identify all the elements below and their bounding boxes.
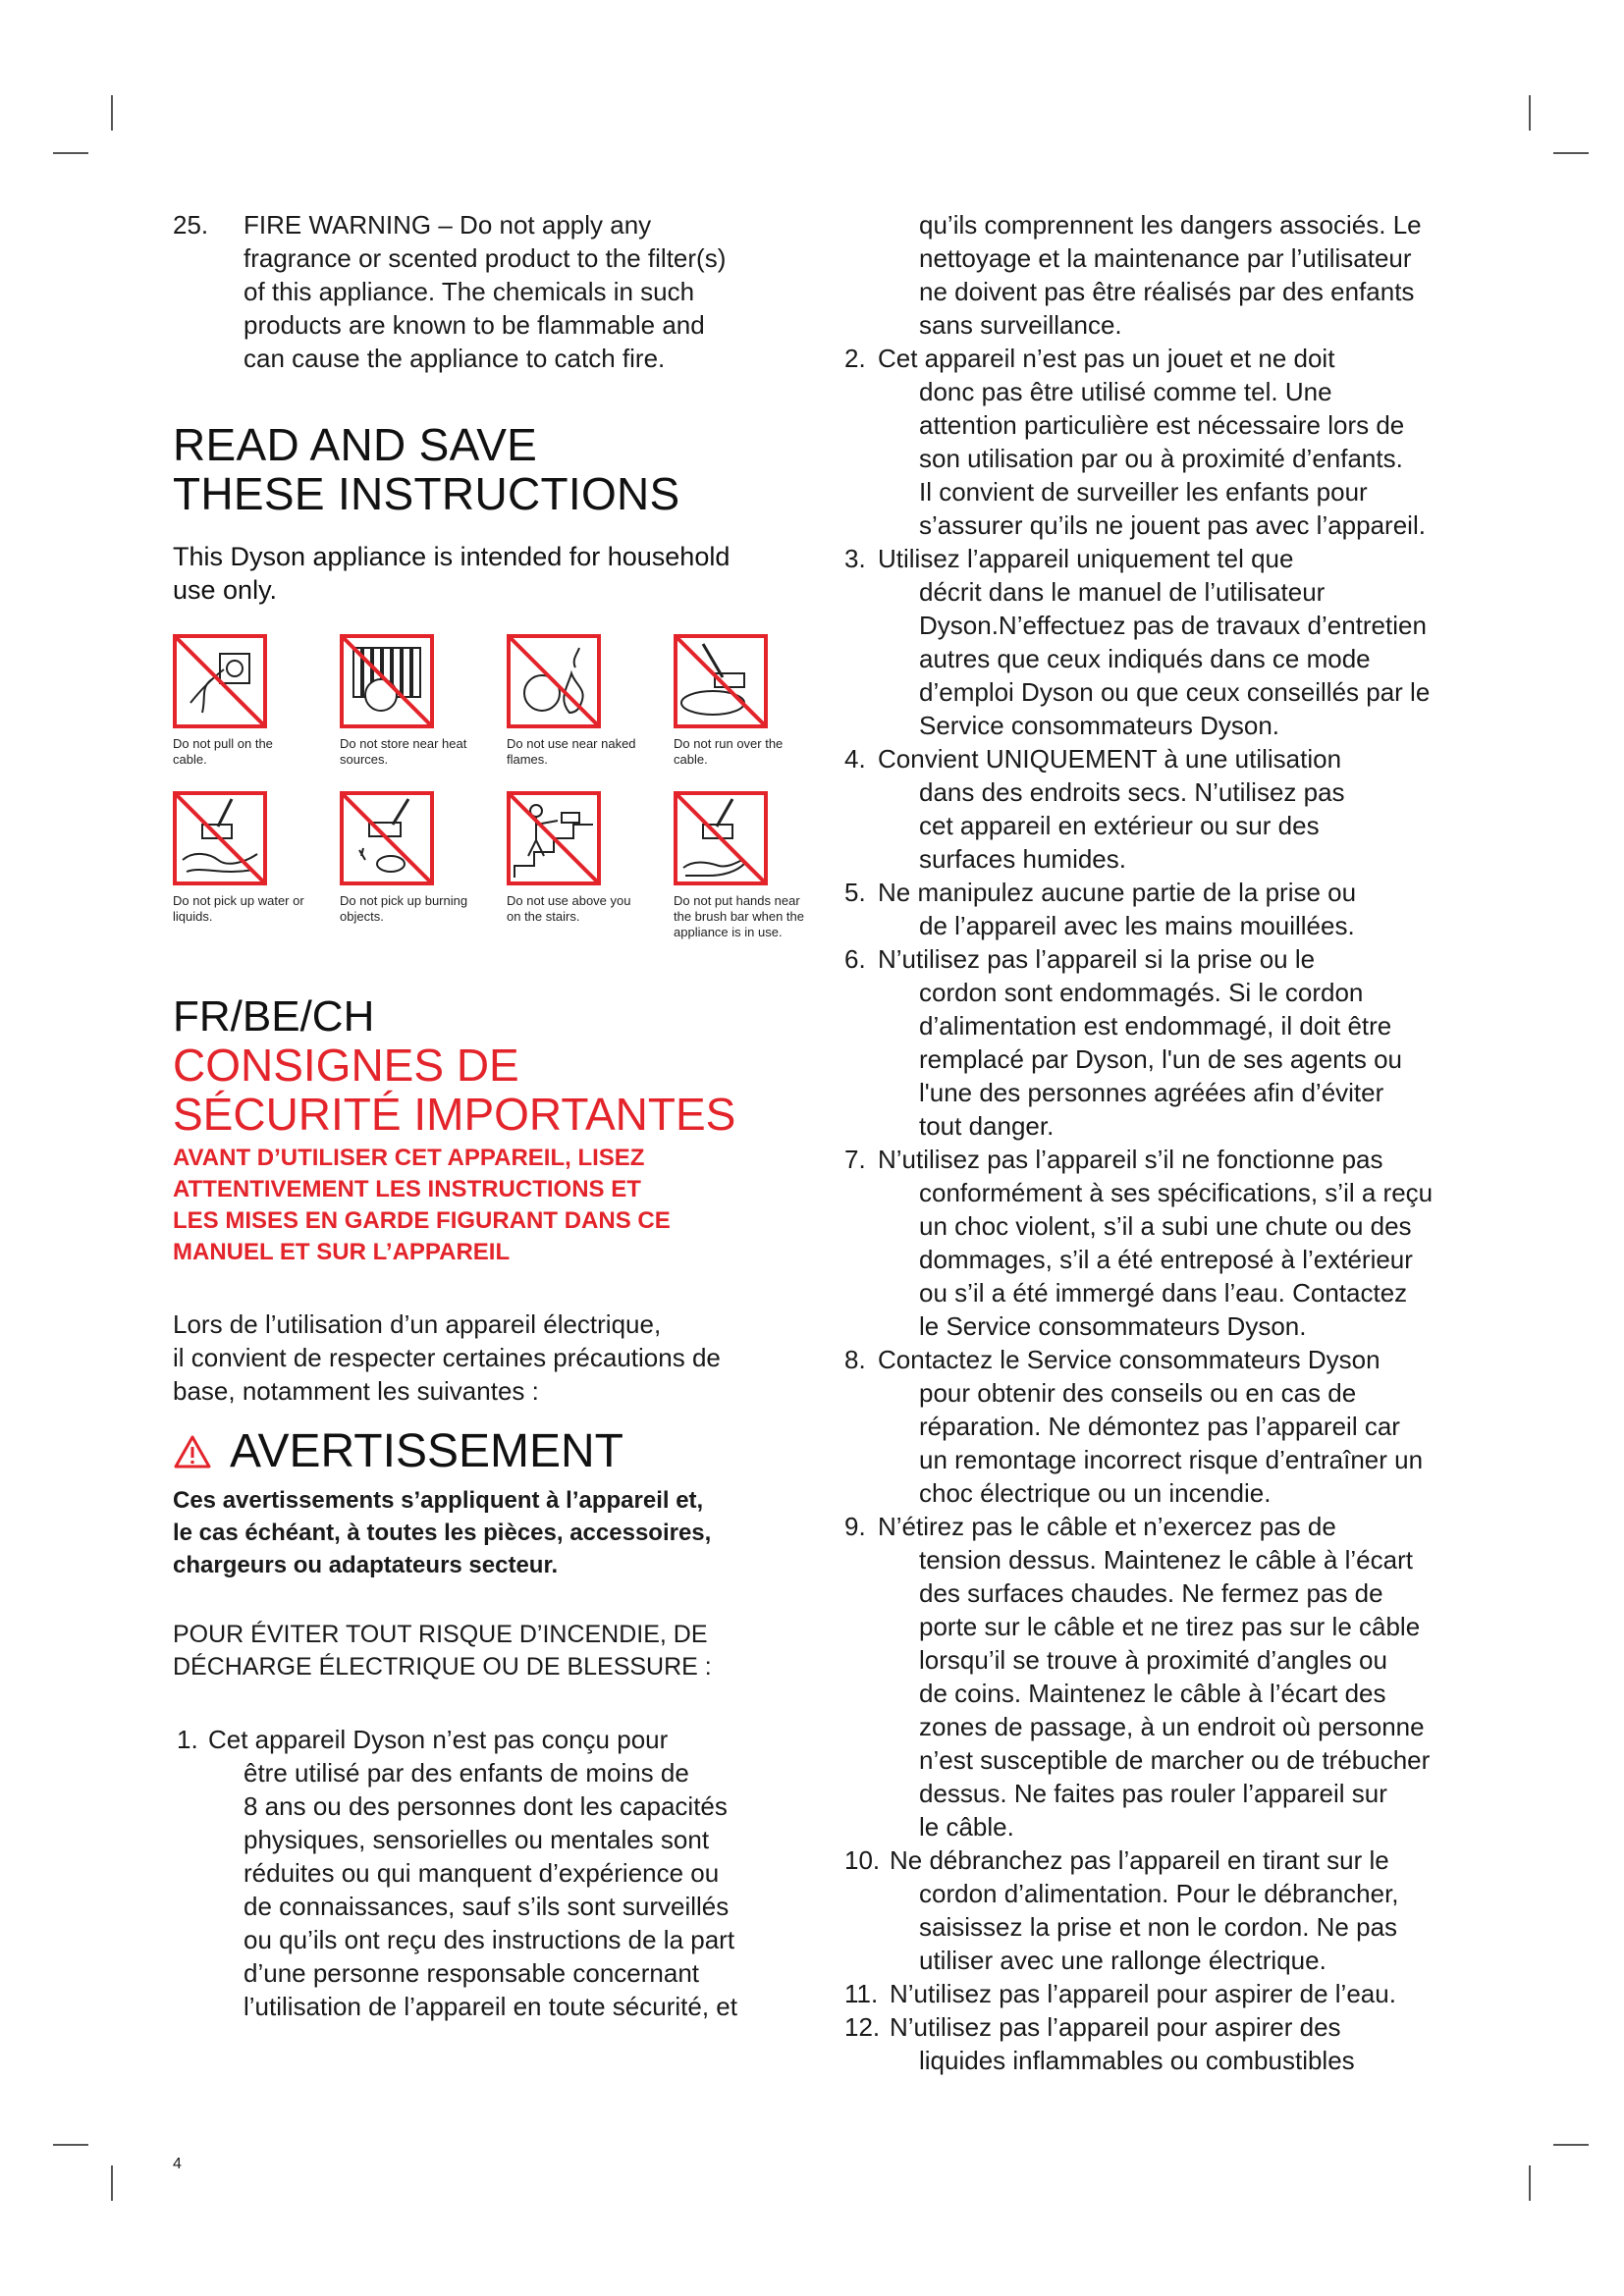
avertissement-text: Ces avertissements s’appliquent à l’appareil et, le cas échéant, à toutes les pièces, accessoires, chargeurs ou adaptateurs secteur. (173, 1487, 712, 1578)
item-number: 3. (844, 544, 866, 573)
right-items-list (844, 342, 1483, 2077)
pictogram-caption: Do not run over the cable. (674, 736, 784, 767)
item-line: dessus. Ne faites pas rouler l’appareil sur (919, 1779, 1387, 1808)
item-line: can cause the appliance to catch fire. (244, 344, 666, 373)
item-line: conformément à ses spécifications, s’il a reçu (919, 1178, 1434, 1207)
item-line: of this appliance. The chemicals in such (244, 277, 695, 306)
item-line: physiques, sensorielles ou mentales sont (244, 1825, 710, 1854)
item-line: zones de passage, à un endroit où personne (919, 1712, 1425, 1741)
item-number: 10. (844, 1845, 881, 1875)
item-line: attention particulière est nécessaire lors de (919, 410, 1405, 440)
item-number: 5. (844, 878, 866, 907)
item-line: s’assurer qu’ils ne jouent pas avec l’appareil. (919, 510, 1426, 540)
item-line: ou qu’ils ont reçu des instructions de la part (244, 1925, 735, 1954)
safety-item (844, 1843, 1483, 1977)
item-line: choc électrique ou un incendie. (919, 1478, 1272, 1508)
safety-item (844, 1510, 1483, 1843)
item-line: Service consommateurs Dyson. (919, 711, 1280, 740)
crop-mark (53, 152, 88, 154)
safety-item (844, 1977, 1483, 2010)
item-line: Contactez le Service consommateurs Dyson (878, 1345, 1380, 1374)
safety-item (844, 542, 1483, 742)
item-line: N’utilisez pas l’appareil si la prise ou le (878, 944, 1316, 974)
safety-item (844, 876, 1483, 942)
item-line: Dyson.N’effectuez pas de travaux d’entretien (919, 611, 1427, 640)
item-line: cet appareil en extérieur ou sur des (919, 811, 1320, 840)
item-line: N’utilisez pas l’appareil s’il ne fonctionne pas (878, 1145, 1383, 1174)
item-number: 12. (844, 2012, 881, 2042)
item-line: ne doivent pas être réalisés par des enfants (919, 277, 1415, 306)
item-line: N’utilisez pas l’appareil pour aspirer de l’eau. (890, 1979, 1396, 2008)
right-column (844, 208, 1483, 2077)
item-line: utiliser avec une rallonge électrique. (919, 1946, 1326, 1975)
item-line: l'une des personnes agréées afin d’éviter (919, 1078, 1384, 1107)
pictogram (340, 634, 507, 768)
item-number: 9. (844, 1512, 866, 1541)
item-line: d’alimentation est endommagé, il doit être (919, 1011, 1392, 1041)
item-line: le Service consommateurs Dyson. (919, 1311, 1307, 1341)
item-line: un remontage incorrect risque d’entraîner un (919, 1445, 1424, 1474)
pour-eviter-heading: POUR ÉVITER TOUT RISQUE D’INCENDIE, DE DÉCHARGE ÉLECTRIQUE OU DE BLESSURE : (173, 1621, 712, 1681)
item-line: son utilisation par ou à proximité d’enfants. (919, 444, 1403, 473)
item-line: sans surveillance. (919, 310, 1122, 340)
pull-cable-prohibited-icon (173, 634, 267, 728)
item-line: cordon d’alimentation. Pour le débrancher, (919, 1879, 1399, 1908)
pictogram-grid (173, 634, 804, 940)
item-line: lorsqu’il se trouve à proximité d’angles ou (919, 1645, 1387, 1675)
item-line: donc pas être utilisé comme tel. Une (919, 377, 1332, 406)
item-line: surfaces humides. (919, 844, 1126, 874)
item-line: ou s’il a été immergé dans l’eau. Contactez (919, 1278, 1408, 1308)
item-line: pour obtenir des conseils ou en cas de (919, 1378, 1357, 1408)
item-line: FIRE WARNING – Do not apply any (244, 210, 652, 240)
item-line: Ne débranchez pas l’appareil en tirant sur le (890, 1845, 1389, 1875)
item-line: N’utilisez pas l’appareil pour aspirer des (890, 2012, 1341, 2042)
pictogram-caption: Do not put hands near the brush bar when the appliance is in use. (674, 893, 804, 939)
pictogram (173, 791, 340, 940)
pictogram-caption: Do not pull on the cable. (173, 736, 273, 767)
pictogram-caption: Do not pick up water or liquids. (173, 893, 304, 924)
consignes-heading: CONSIGNES DE SÉCURITÉ IMPORTANTES (173, 1040, 736, 1140)
burning-objects-prohibited-icon (340, 791, 434, 885)
avant-warning: AVANT D’UTILISER CET APPAREIL, LISEZ ATTENTIVEMENT LES INSTRUCTIONS ET LES MISES EN GARDE FIGURANT DANS CE MANUEL ET SUR L’APPAREIL (173, 1145, 671, 1265)
item-line: autres que ceux indiqués dans ce mode (919, 644, 1371, 673)
avertissement-header (173, 1425, 791, 1478)
left-column (173, 208, 804, 2023)
safety-item (844, 742, 1483, 876)
avertissement-title: AVERTISSEMENT (230, 1425, 623, 1477)
safety-item (844, 942, 1483, 1143)
item-line: liquides inflammables ou combustibles (919, 2046, 1355, 2075)
pictogram (507, 634, 674, 768)
item-number: 11. (844, 1979, 879, 2008)
item-line: dommages, s’il a été entreposé à l’extérieur (919, 1245, 1413, 1274)
naked-flame-prohibited-icon (507, 634, 601, 728)
read-save-heading: READ AND SAVE THESE INSTRUCTIONS (173, 419, 680, 519)
item-line: de coins. Maintenez le câble à l’écart des (919, 1679, 1386, 1708)
item-line: dans des endroits secs. N’utilisez pas (919, 777, 1345, 807)
item-line: nettoyage et la maintenance par l’utilisateur (919, 243, 1412, 273)
item-line: saisissez la prise et non le cordon. Ne pas (919, 1912, 1398, 1942)
pictogram (173, 634, 340, 768)
item-line: 8 ans ou des personnes dont les capacités (244, 1791, 728, 1821)
item-line: Utilisez l’appareil uniquement tel que (878, 544, 1294, 573)
safety-item (844, 342, 1483, 542)
crop-mark (1529, 95, 1531, 131)
item-line: de l’appareil avec les mains mouillées. (919, 911, 1355, 940)
crop-mark (53, 2144, 88, 2146)
region-label: FR/BE/CH (173, 992, 375, 1041)
intro-paragraph: Lors de l’utilisation d’un appareil électrique, il convient de respecter certaines précautions de base, notamment les suivantes : (173, 1309, 721, 1406)
item-line: porte sur le câble et ne tirez pas sur le câble (919, 1612, 1421, 1641)
crop-mark (111, 95, 113, 131)
heat-source-prohibited-icon (340, 634, 434, 728)
crop-mark (1529, 2165, 1531, 2201)
item-number: 4. (844, 744, 866, 774)
crop-mark (1553, 2144, 1589, 2146)
item-line: des surfaces chaudes. Ne fermez pas de (919, 1578, 1383, 1608)
item-line: Convient UNIQUEMENT à une utilisation (878, 744, 1342, 774)
pictogram-caption: Do not use above you on the stairs. (507, 893, 631, 924)
item-line: Il convient de surveiller les enfants pour (919, 477, 1368, 507)
pictogram (674, 791, 840, 940)
item-line: décrit dans le manuel de l’utilisateur (919, 577, 1326, 607)
item-line: fragrance or scented product to the filter(s) (244, 243, 727, 273)
item-line: le câble. (919, 1812, 1014, 1842)
page-number: 4 (173, 2156, 182, 2172)
pictogram (507, 791, 674, 940)
item-line: cordon sont endommagés. Si le cordon (919, 978, 1364, 1007)
stairs-prohibited-icon (507, 791, 601, 885)
item-line: l’utilisation de l’appareil en toute sécurité, et (244, 1992, 737, 2021)
crop-mark (1553, 152, 1589, 154)
item-line: d’emploi Dyson ou que ceux conseillés par le (919, 677, 1431, 707)
item-line: remplacé par Dyson, l'un de ses agents ou (919, 1044, 1403, 1074)
crop-mark (111, 2165, 113, 2201)
item-line: n’est susceptible de marcher ou de trébucher (919, 1745, 1431, 1775)
liquids-prohibited-icon (173, 791, 267, 885)
run-over-cable-prohibited-icon (674, 634, 768, 728)
safety-item (844, 1143, 1483, 1343)
item-1-continuation (844, 208, 1483, 342)
safety-item (844, 2010, 1483, 2077)
pictogram (340, 791, 507, 940)
item-line: tension dessus. Maintenez le câble à l’écart (919, 1545, 1413, 1575)
item-number: 1. (177, 1725, 198, 1754)
item-line: de connaissances, sauf s’ils sont surveillés (244, 1892, 730, 1921)
pictogram-caption: Do not store near heat sources. (340, 736, 467, 767)
safety-item-1 (173, 1723, 791, 2023)
item-line: d’une personne responsable concernant (244, 1958, 700, 1988)
item-line: être utilisé par des enfants de moins de (244, 1758, 689, 1788)
item-line: Ne manipulez aucune partie de la prise ou (878, 878, 1357, 907)
item-line: Cet appareil Dyson n’est pas conçu pour (208, 1725, 669, 1754)
hands-brush-prohibited-icon (674, 791, 768, 885)
pictogram-caption: Do not use near naked flames. (507, 736, 636, 767)
item-line: réduites ou qui manquent d’expérience ou (244, 1858, 720, 1888)
safety-item (844, 1343, 1483, 1510)
item-line: un choc violent, s’il a subi une chute ou des (919, 1211, 1412, 1241)
item-line: Cet appareil n’est pas un jouet et ne doit (878, 344, 1335, 373)
item-line: tout danger. (919, 1111, 1055, 1141)
pictogram (674, 634, 840, 768)
safety-item-25 (173, 208, 791, 375)
item-number: 6. (844, 944, 866, 974)
item-line: N’étirez pas le câble et n’exercez pas de (878, 1512, 1336, 1541)
item-number: 7. (844, 1145, 866, 1174)
intended-use-text: This Dyson appliance is intended for household use only. (173, 542, 731, 605)
item-number: 25. (173, 210, 209, 240)
item-number: 8. (844, 1345, 866, 1374)
item-line: products are known to be flammable and (244, 310, 705, 340)
item-line: qu’ils comprennent les dangers associés. Le (919, 210, 1422, 240)
item-number: 2. (844, 344, 866, 373)
item-line: réparation. Ne démontez pas l’appareil car (919, 1412, 1400, 1441)
warning-triangle-icon (173, 1434, 212, 1469)
pictogram-caption: Do not pick up burning objects. (340, 893, 468, 924)
